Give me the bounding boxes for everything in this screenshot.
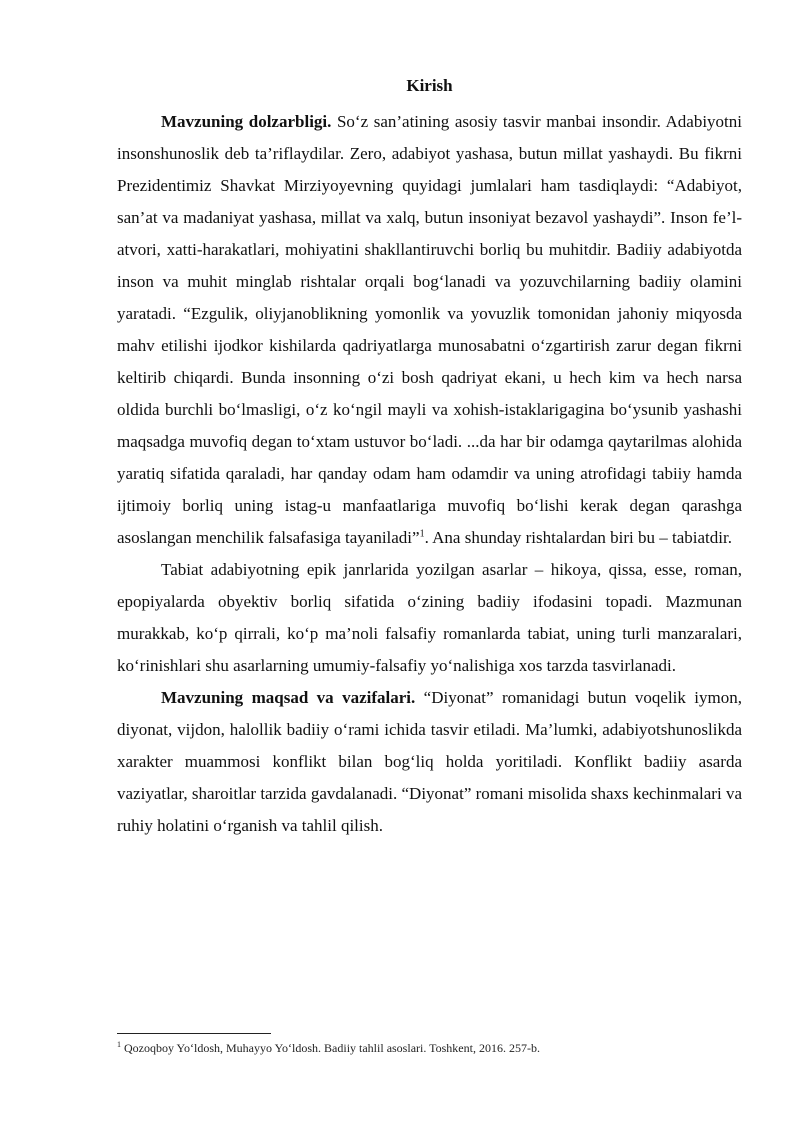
document-body (117, 74, 742, 842)
section-title: Kirish (406, 76, 453, 95)
paragraph-text: “Diyonat” romanidagi butun voqelik iymon, diyonat, vijdon, halollik badiiy o‘rami ichida tasvir etiladi. Ma’lumki, adabiyotshunoslikda xarakter muammosi konflikt bilan bog‘liq holda yoritiladi. Konflikt badiiy asarda vaziyatlar, sharoitlar tarzida gavdalanadi. “Diyonat” romani misolida shaxs kechinmalari va ruhiy holatini o‘rganish va tahlil qilish. (117, 688, 742, 835)
footnote-reference[interactable]: 1 (419, 528, 425, 540)
paragraph-text: Tabiat adabiyotning epik janrlarida yozilgan asarlar – hikoya, qissa, esse, roman, epopiyalarda obyektiv borliq sifatida o‘zining badiiy ifodasini topadi. Mazmunan murakkab, ko‘p qirrali, ko‘p ma’noli falsafiy romanlarda tabiat, uning turli manzaralari, ko‘rinishlari shu asarlarning umumiy-falsafiy yo‘nalishiga xos tarzda tasvirlanadi. (117, 560, 742, 675)
paragraph-text: So‘z san’atining asosiy tasvir manbai insondir. Adabiyotni insonshunoslik deb ta’riflaydilar. Zero, adabiyot yashasa, butun millat yashaydi. Bu fikrni Prezidentimiz Shavkat Mirziyoyevning quyidagi jumlalari ham tasdiqlaydi: “Adabiyot, san’at va madaniyat yashasa, millat va xalq, butun insoniyat bezavol yashaydi”. Inson fe’l-atvori, xatti-harakatlari, mohiyatini shakllantiruvchi borliq bu muhitdir. Badiiy adabiyotda inson va muhit minglab rishtalar orqali bog‘lanadi va yozuvchilarning badiiy olamini yaratadi. “Ezgulik, oliyjanoblikning yomonlik va yovuzlik tomonidan jahoniy miqyosda mahv etilishi ijodkor kishilarda qadriyatlarga munosabatni o‘zgartirish zarur degan fikrni keltirib chiqardi. Bunda insonning o‘zi bosh qadriyat ekani, u hech kim va hech narsa oldida burchli bo‘lmasligi, o‘z ko‘ngil mayli va xohish-istaklarigagina bo‘ysunib yashashi maqsadga muvofiq degan to‘xtam ustuvor bo‘ladi. ...da har bir odamga qaytarilmas alohida yaratiq sifatida qaraladi, har qanday odam ham odamdir va uning atrofidagi tabiiy hamda ijtimoiy borliq uning istag-u manfaatlariga muvofiq bo‘lishi kerak degan qarashga asoslangan menchilik falsafasiga tayaniladi” (117, 112, 743, 547)
paragraph-lead: Mavzuning dolzarbligi. (161, 112, 332, 131)
paragraph-tail: . Ana shunday rishtalardan biri bu – tabiatdir. (424, 528, 732, 547)
paragraph-nature (117, 554, 742, 682)
paragraph-goals (117, 682, 742, 842)
footnote (117, 1040, 742, 1056)
footnote-mark: 1 (117, 1040, 121, 1049)
footnote-text: Qozoqboy Yo‘ldosh, Muhayyo Yo‘ldosh. Badiiy tahlil asoslari. Toshkent, 2016. 257-b. (121, 1041, 540, 1055)
paragraph-lead: Mavzuning maqsad va vazifalari. (161, 688, 416, 707)
paragraph-relevance (117, 106, 742, 554)
footnote-separator (117, 1033, 271, 1034)
